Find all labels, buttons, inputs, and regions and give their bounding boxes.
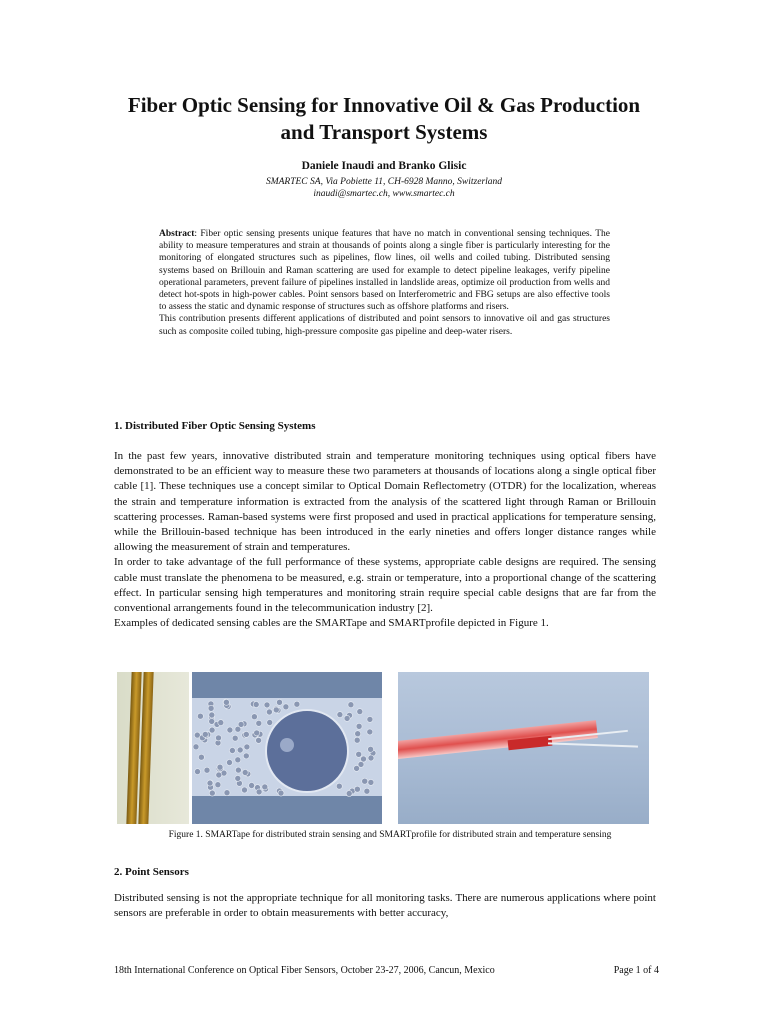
glass-bead xyxy=(237,747,243,753)
glass-bead xyxy=(364,788,370,794)
glass-bead xyxy=(209,727,215,733)
glass-bead xyxy=(229,748,235,754)
cable-cross-section-photo xyxy=(192,672,382,824)
glass-bead xyxy=(215,782,221,788)
glass-bead xyxy=(355,731,361,737)
glass-bead xyxy=(356,751,362,757)
section-2-body xyxy=(114,891,656,921)
glass-bead xyxy=(227,727,233,733)
figure-1-caption: Figure 1. SMARTape for distributed strain sensing and SMARTprofile for distributed strain and temperature sensing xyxy=(168,830,612,840)
glass-bead xyxy=(278,790,284,796)
section-1-paragraph-1: In the past few years, innovative distributed strain and temperature monitoring techniques using optical fibers have demonstrated to be an efficient way to measure these two parameters at thousands of locations along a single optical fiber cable [1]. These techniques use a concept similar to Optical Domain Reflectometry (OTDR) for the localization, whereas the strain and temperature information is extracted from the analysis of the scattered light through Raman or Brillouin scattering processes. Raman-based systems were first proposed and used in practical applications for temperature sensing, while the Brillouin-based technique has been introduced in the early nineties and offers longer distance ranges while allowing the measurement of strain and temperatures. xyxy=(114,450,656,554)
glass-bead xyxy=(264,702,270,708)
glass-bead xyxy=(217,764,223,770)
glass-bead xyxy=(198,754,204,760)
glass-bead xyxy=(209,790,215,796)
glass-bead xyxy=(344,715,350,721)
glass-bead xyxy=(337,712,343,718)
glass-bead xyxy=(267,720,273,726)
glass-bead xyxy=(367,716,373,722)
section-1-paragraph-2: In order to take advantage of the full performance of these systems, appropriate cable designs are required. The sensing cable must translate the phenomena to be measured, e.g. strain or temperature, into a proportional change of the scattering effect. In particular sensing high temperatures and monitoring strain require special cable designs that are far from the conventional arrangements found in the telecommunication industry [2]. xyxy=(114,556,656,615)
section-2-paragraph-1: Distributed sensing is not the appropriate technique for all monitoring tasks. There are numerous applications where point sensors are preferable in order to obtain measurements with better accuracy, xyxy=(114,892,656,920)
glass-bead xyxy=(249,783,255,789)
glass-bead xyxy=(216,735,222,741)
glass-bead xyxy=(242,787,248,793)
abstract-label: Abstract xyxy=(159,229,195,239)
glass-bead xyxy=(253,702,259,708)
abstract-text-1: : Fiber optic sensing presents unique features that have no match in conventional sensing techniques. The ability to measure temperatures and strain at thousands of points along a single fiber is particularly interesting for the monitoring of elongated structures such as pipelines, flow lines, oil wells and coiled tubing. Distributed sensing systems based on Brillouin and Raman scattering are used for example to detect pipeline leakages, verify pipeline operational parameters, prevent failure of pipelines installed in landslide areas, optimize oil production from wells and detect hot-spots in high-power cables. Point sensors based on Interferometric and FBG setups are also effective tools to assess the static and dynamic response of structures such as offshore platforms and risers. xyxy=(159,229,610,313)
smartape-photo xyxy=(117,672,189,824)
glass-bead xyxy=(208,705,214,711)
glass-bead xyxy=(197,713,203,719)
glass-bead xyxy=(227,760,233,766)
glass-bead xyxy=(294,701,300,707)
glass-bead xyxy=(238,721,244,727)
glass-bead xyxy=(354,786,360,792)
glass-bead xyxy=(218,720,224,726)
glass-bead xyxy=(209,712,215,718)
glass-bead xyxy=(346,791,352,797)
fiber-core xyxy=(280,738,294,752)
glass-bead xyxy=(243,753,249,759)
author-line: Daniele Inaudi and Branko Glisic xyxy=(301,160,467,172)
abstract xyxy=(159,228,610,338)
glass-bead xyxy=(204,767,210,773)
glass-bead xyxy=(367,729,373,735)
glass-bead xyxy=(273,707,279,713)
glass-bead xyxy=(348,702,354,708)
footer-page-number: Page 1 of 4 xyxy=(613,965,659,976)
affiliation-address: SMARTEC SA, Via Pobiette 11, CH-6928 Manno, Switzerland xyxy=(265,177,503,187)
glass-bead xyxy=(354,765,360,771)
fiber-wire xyxy=(548,742,638,747)
abstract-paragraph-2: This contribution presents different applications of distributed and point sensors to innovative oil and gas structures such as composite coiled tubing, high-pressure composite gas pipeline and deep-water risers. xyxy=(159,314,610,337)
fiber-cross-section xyxy=(265,709,349,793)
glass-bead xyxy=(195,769,201,775)
glass-bead xyxy=(266,709,272,715)
glass-bead xyxy=(232,735,238,741)
glass-bead xyxy=(202,731,208,737)
paper-title: Fiber Optic Sensing for Innovative Oil & Gas Production and Transport Systems xyxy=(127,93,641,144)
glass-bead xyxy=(243,731,249,737)
footer-conference: 18th International Conference on Optical Fiber Sensors, October 23-27, 2006, Cancun, Mexico xyxy=(114,965,495,976)
glass-bead xyxy=(251,714,257,720)
glass-bead xyxy=(357,709,363,715)
glass-bead xyxy=(362,778,368,784)
glass-bead xyxy=(256,737,262,743)
glass-bead xyxy=(354,737,360,743)
smartprofile-photo xyxy=(398,672,649,824)
glass-bead xyxy=(336,783,342,789)
glass-bead xyxy=(193,744,199,750)
glass-bead xyxy=(256,789,262,795)
section-1-paragraph-3: Examples of dedicated sensing cables are the SMARTape and SMARTprofile depicted in Figure 1. xyxy=(114,617,549,630)
glass-bead xyxy=(254,730,260,736)
glass-bead xyxy=(235,775,241,781)
glass-bead xyxy=(216,772,222,778)
section-1-body xyxy=(114,449,656,631)
glass-bead xyxy=(368,755,374,761)
glass-bead xyxy=(224,790,230,796)
glass-bead xyxy=(277,699,283,705)
glass-bead xyxy=(356,723,362,729)
glass-bead xyxy=(368,779,374,785)
glass-bead xyxy=(368,746,374,752)
abstract-paragraph-1 xyxy=(159,228,610,313)
glass-bead xyxy=(361,756,367,762)
glass-bead xyxy=(244,744,250,750)
affiliation xyxy=(110,176,658,200)
glass-bead xyxy=(283,704,289,710)
glass-bead xyxy=(235,757,241,763)
affiliation-contact: inaudi@smartec.ch, www.smartec.ch xyxy=(313,189,455,199)
glass-bead xyxy=(242,770,248,776)
red-cable xyxy=(398,720,598,760)
glass-bead xyxy=(223,699,229,705)
section-1-heading: 1. Distributed Fiber Optic Sensing Systems xyxy=(114,420,316,432)
section-2-heading: 2. Point Sensors xyxy=(114,866,189,878)
glass-bead xyxy=(209,718,215,724)
glass-bead xyxy=(235,767,241,773)
glass-bead xyxy=(207,780,213,786)
glass-bead xyxy=(256,720,262,726)
glass-bead xyxy=(262,784,268,790)
